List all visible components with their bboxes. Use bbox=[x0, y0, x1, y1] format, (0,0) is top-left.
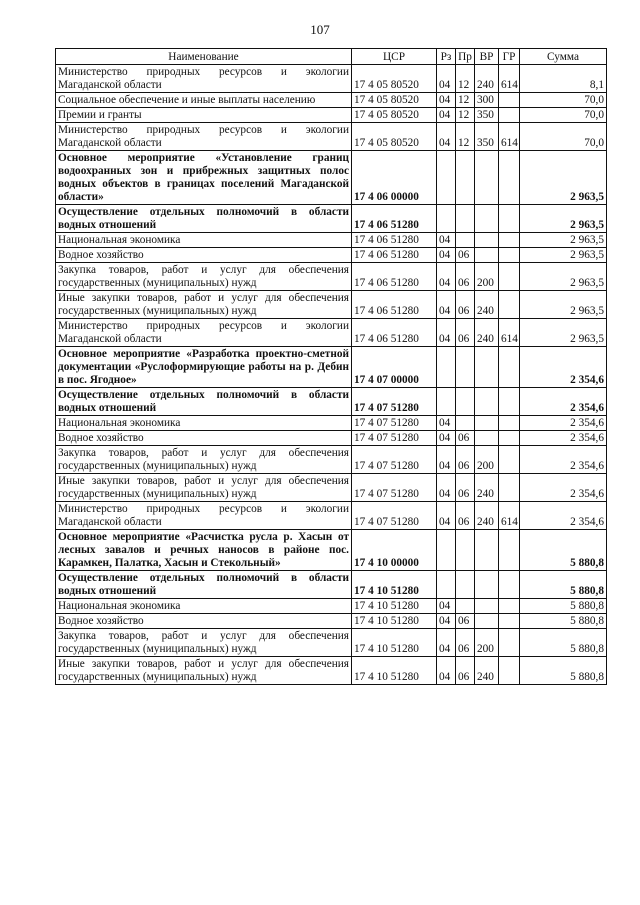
cell-sum: 5 880,8 bbox=[520, 614, 607, 629]
cell-name: Национальная экономика bbox=[56, 416, 352, 431]
cell-rz: 04 bbox=[437, 65, 456, 93]
cell-rz: 04 bbox=[437, 474, 456, 502]
header-sum: Сумма bbox=[520, 49, 607, 65]
cell-pr: 06 bbox=[456, 657, 475, 685]
cell-rz: 04 bbox=[437, 93, 456, 108]
cell-vr bbox=[475, 347, 499, 388]
cell-sum: 2 963,5 bbox=[520, 233, 607, 248]
cell-rz bbox=[437, 388, 456, 416]
cell-pr: 06 bbox=[456, 263, 475, 291]
table-row bbox=[56, 263, 607, 291]
cell-rz: 04 bbox=[437, 319, 456, 347]
cell-vr bbox=[475, 388, 499, 416]
table-row bbox=[56, 416, 607, 431]
cell-gr bbox=[499, 93, 520, 108]
cell-vr bbox=[475, 530, 499, 571]
cell-csr: 17 4 07 51280 bbox=[352, 474, 437, 502]
cell-csr: 17 4 10 51280 bbox=[352, 599, 437, 614]
cell-sum: 70,0 bbox=[520, 108, 607, 123]
cell-vr bbox=[475, 599, 499, 614]
cell-vr: 200 bbox=[475, 446, 499, 474]
cell-vr bbox=[475, 431, 499, 446]
cell-gr bbox=[499, 263, 520, 291]
cell-name: Премии и гранты bbox=[56, 108, 352, 123]
cell-pr: 06 bbox=[456, 319, 475, 347]
cell-csr: 17 4 05 80520 bbox=[352, 108, 437, 123]
table-header-row bbox=[56, 49, 607, 65]
cell-vr bbox=[475, 571, 499, 599]
cell-vr bbox=[475, 614, 499, 629]
cell-sum: 2 354,6 bbox=[520, 431, 607, 446]
cell-gr bbox=[499, 233, 520, 248]
cell-sum: 5 880,8 bbox=[520, 657, 607, 685]
cell-pr bbox=[456, 233, 475, 248]
cell-csr: 17 4 10 51280 bbox=[352, 657, 437, 685]
cell-csr: 17 4 07 51280 bbox=[352, 431, 437, 446]
table-row bbox=[56, 629, 607, 657]
table-row bbox=[56, 319, 607, 347]
cell-csr: 17 4 06 51280 bbox=[352, 291, 437, 319]
cell-rz: 04 bbox=[437, 248, 456, 263]
cell-gr: 614 bbox=[499, 502, 520, 530]
cell-vr: 240 bbox=[475, 474, 499, 502]
cell-pr: 06 bbox=[456, 474, 475, 502]
cell-name: Осуществление отдельных полномочий в области водных отношений bbox=[56, 388, 352, 416]
cell-name: Водное хозяйство bbox=[56, 248, 352, 263]
cell-vr: 240 bbox=[475, 291, 499, 319]
budget-table bbox=[55, 48, 607, 685]
cell-name: Основное мероприятие «Разработка проектно-сметной документации «Руслоформирующие работы на р. Дебин в пос. Ягодное» bbox=[56, 347, 352, 388]
cell-pr: 12 bbox=[456, 108, 475, 123]
table-row bbox=[56, 614, 607, 629]
cell-rz: 04 bbox=[437, 502, 456, 530]
cell-csr: 17 4 06 51280 bbox=[352, 263, 437, 291]
table-row bbox=[56, 474, 607, 502]
cell-csr: 17 4 07 51280 bbox=[352, 446, 437, 474]
cell-gr bbox=[499, 151, 520, 205]
table-body bbox=[56, 65, 607, 685]
cell-rz bbox=[437, 571, 456, 599]
cell-rz: 04 bbox=[437, 108, 456, 123]
cell-gr bbox=[499, 629, 520, 657]
cell-name: Национальная экономика bbox=[56, 233, 352, 248]
cell-csr: 17 4 06 51280 bbox=[352, 319, 437, 347]
cell-name: Основное мероприятие «Расчистка русла р. Хасын от лесных завалов и речных наносов в районе пос. Карамкен, Палатка, Хасын и Стекольный» bbox=[56, 530, 352, 571]
cell-pr: 06 bbox=[456, 431, 475, 446]
header-vr: ВР bbox=[475, 49, 499, 65]
table-row bbox=[56, 502, 607, 530]
cell-vr bbox=[475, 233, 499, 248]
header-csr: ЦСР bbox=[352, 49, 437, 65]
header-rz: Рз bbox=[437, 49, 456, 65]
cell-pr: 06 bbox=[456, 614, 475, 629]
cell-vr: 200 bbox=[475, 263, 499, 291]
cell-pr: 06 bbox=[456, 291, 475, 319]
cell-gr bbox=[499, 347, 520, 388]
cell-sum: 5 880,8 bbox=[520, 599, 607, 614]
cell-name: Министерство природных ресурсов и экологии Магаданской области bbox=[56, 123, 352, 151]
cell-sum: 70,0 bbox=[520, 93, 607, 108]
cell-gr: 614 bbox=[499, 65, 520, 93]
header-name: Наименование bbox=[56, 49, 352, 65]
cell-rz: 04 bbox=[437, 291, 456, 319]
cell-rz: 04 bbox=[437, 416, 456, 431]
cell-gr bbox=[499, 205, 520, 233]
cell-sum: 5 880,8 bbox=[520, 530, 607, 571]
cell-rz: 04 bbox=[437, 629, 456, 657]
header-pr: Пр bbox=[456, 49, 475, 65]
cell-vr bbox=[475, 248, 499, 263]
cell-rz: 04 bbox=[437, 263, 456, 291]
table-row bbox=[56, 530, 607, 571]
table-row bbox=[56, 93, 607, 108]
cell-csr: 17 4 06 00000 bbox=[352, 151, 437, 205]
cell-sum: 2 354,6 bbox=[520, 416, 607, 431]
cell-csr: 17 4 06 51280 bbox=[352, 205, 437, 233]
cell-rz: 04 bbox=[437, 123, 456, 151]
cell-sum: 2 963,5 bbox=[520, 205, 607, 233]
cell-sum: 2 963,5 bbox=[520, 263, 607, 291]
cell-csr: 17 4 06 51280 bbox=[352, 233, 437, 248]
cell-vr: 350 bbox=[475, 123, 499, 151]
cell-pr: 12 bbox=[456, 123, 475, 151]
cell-gr bbox=[499, 657, 520, 685]
page-number: 107 bbox=[310, 22, 330, 37]
cell-rz bbox=[437, 151, 456, 205]
cell-vr: 240 bbox=[475, 65, 499, 93]
cell-sum: 5 880,8 bbox=[520, 571, 607, 599]
cell-rz bbox=[437, 347, 456, 388]
cell-sum: 2 354,6 bbox=[520, 474, 607, 502]
cell-vr bbox=[475, 416, 499, 431]
cell-sum: 2 354,6 bbox=[520, 446, 607, 474]
table-row bbox=[56, 431, 607, 446]
cell-csr: 17 4 07 51280 bbox=[352, 502, 437, 530]
cell-sum: 2 963,5 bbox=[520, 319, 607, 347]
cell-gr bbox=[499, 446, 520, 474]
cell-rz: 04 bbox=[437, 614, 456, 629]
cell-gr bbox=[499, 431, 520, 446]
cell-gr bbox=[499, 474, 520, 502]
cell-name: Водное хозяйство bbox=[56, 614, 352, 629]
cell-pr: 12 bbox=[456, 93, 475, 108]
table-row bbox=[56, 248, 607, 263]
cell-sum: 2 354,6 bbox=[520, 388, 607, 416]
cell-vr: 240 bbox=[475, 502, 499, 530]
cell-pr: 06 bbox=[456, 248, 475, 263]
table-row bbox=[56, 446, 607, 474]
table-row bbox=[56, 233, 607, 248]
table-row bbox=[56, 205, 607, 233]
table-row bbox=[56, 571, 607, 599]
cell-gr bbox=[499, 248, 520, 263]
cell-name: Министерство природных ресурсов и экологии Магаданской области bbox=[56, 319, 352, 347]
cell-csr: 17 4 10 51280 bbox=[352, 571, 437, 599]
cell-sum: 2 963,5 bbox=[520, 151, 607, 205]
cell-sum: 70,0 bbox=[520, 123, 607, 151]
cell-csr: 17 4 10 00000 bbox=[352, 530, 437, 571]
cell-gr bbox=[499, 108, 520, 123]
cell-gr bbox=[499, 291, 520, 319]
cell-pr: 12 bbox=[456, 65, 475, 93]
cell-name: Министерство природных ресурсов и экологии Магаданской области bbox=[56, 65, 352, 93]
cell-name: Водное хозяйство bbox=[56, 431, 352, 446]
table-row bbox=[56, 347, 607, 388]
cell-name: Иные закупки товаров, работ и услуг для обеспечения государственных (муниципальных) нужд bbox=[56, 657, 352, 685]
cell-name: Министерство природных ресурсов и экологии Магаданской области bbox=[56, 502, 352, 530]
cell-pr bbox=[456, 205, 475, 233]
cell-pr bbox=[456, 599, 475, 614]
cell-gr bbox=[499, 530, 520, 571]
table-row bbox=[56, 151, 607, 205]
cell-pr bbox=[456, 571, 475, 599]
cell-pr: 06 bbox=[456, 502, 475, 530]
cell-rz: 04 bbox=[437, 446, 456, 474]
table-row bbox=[56, 108, 607, 123]
cell-pr bbox=[456, 388, 475, 416]
cell-gr bbox=[499, 599, 520, 614]
cell-name: Национальная экономика bbox=[56, 599, 352, 614]
table-row bbox=[56, 123, 607, 151]
header-gr: ГР bbox=[499, 49, 520, 65]
cell-name: Иные закупки товаров, работ и услуг для обеспечения государственных (муниципальных) нужд bbox=[56, 291, 352, 319]
cell-csr: 17 4 05 80520 bbox=[352, 65, 437, 93]
cell-pr: 06 bbox=[456, 446, 475, 474]
cell-csr: 17 4 07 51280 bbox=[352, 416, 437, 431]
cell-pr bbox=[456, 530, 475, 571]
cell-gr: 614 bbox=[499, 123, 520, 151]
cell-gr bbox=[499, 388, 520, 416]
cell-name: Осуществление отдельных полномочий в области водных отношений bbox=[56, 205, 352, 233]
cell-rz: 04 bbox=[437, 657, 456, 685]
cell-vr bbox=[475, 205, 499, 233]
cell-gr: 614 bbox=[499, 319, 520, 347]
cell-vr bbox=[475, 151, 499, 205]
cell-pr bbox=[456, 347, 475, 388]
cell-rz: 04 bbox=[437, 431, 456, 446]
cell-name: Осуществление отдельных полномочий в области водных отношений bbox=[56, 571, 352, 599]
cell-gr bbox=[499, 614, 520, 629]
cell-gr bbox=[499, 416, 520, 431]
cell-name: Иные закупки товаров, работ и услуг для обеспечения государственных (муниципальных) нужд bbox=[56, 474, 352, 502]
table-row bbox=[56, 599, 607, 614]
cell-vr: 300 bbox=[475, 93, 499, 108]
cell-sum: 2 963,5 bbox=[520, 291, 607, 319]
cell-csr: 17 4 10 51280 bbox=[352, 614, 437, 629]
cell-name: Основное мероприятие «Установление границ водоохранных зон и прибрежных защитных полос водных объектов в границах поселений Магаданской области» bbox=[56, 151, 352, 205]
cell-name: Закупка товаров, работ и услуг для обеспечения государственных (муниципальных) нужд bbox=[56, 446, 352, 474]
cell-pr: 06 bbox=[456, 629, 475, 657]
cell-sum: 2 354,6 bbox=[520, 502, 607, 530]
cell-pr bbox=[456, 416, 475, 431]
cell-rz: 04 bbox=[437, 233, 456, 248]
table-row bbox=[56, 65, 607, 93]
cell-name: Закупка товаров, работ и услуг для обеспечения государственных (муниципальных) нужд bbox=[56, 263, 352, 291]
cell-vr: 240 bbox=[475, 319, 499, 347]
cell-csr: 17 4 05 80520 bbox=[352, 93, 437, 108]
cell-name: Закупка товаров, работ и услуг для обеспечения государственных (муниципальных) нужд bbox=[56, 629, 352, 657]
cell-csr: 17 4 06 51280 bbox=[352, 248, 437, 263]
cell-vr: 350 bbox=[475, 108, 499, 123]
cell-gr bbox=[499, 571, 520, 599]
cell-pr bbox=[456, 151, 475, 205]
table-row bbox=[56, 291, 607, 319]
table-row bbox=[56, 388, 607, 416]
cell-csr: 17 4 05 80520 bbox=[352, 123, 437, 151]
cell-name: Социальное обеспечение и иные выплаты населению bbox=[56, 93, 352, 108]
cell-csr: 17 4 07 51280 bbox=[352, 388, 437, 416]
table-row bbox=[56, 657, 607, 685]
cell-sum: 2 354,6 bbox=[520, 347, 607, 388]
cell-csr: 17 4 10 51280 bbox=[352, 629, 437, 657]
cell-sum: 8,1 bbox=[520, 65, 607, 93]
cell-rz: 04 bbox=[437, 599, 456, 614]
cell-csr: 17 4 07 00000 bbox=[352, 347, 437, 388]
cell-vr: 240 bbox=[475, 657, 499, 685]
cell-rz bbox=[437, 530, 456, 571]
cell-sum: 2 963,5 bbox=[520, 248, 607, 263]
cell-vr: 200 bbox=[475, 629, 499, 657]
cell-rz bbox=[437, 205, 456, 233]
cell-sum: 5 880,8 bbox=[520, 629, 607, 657]
